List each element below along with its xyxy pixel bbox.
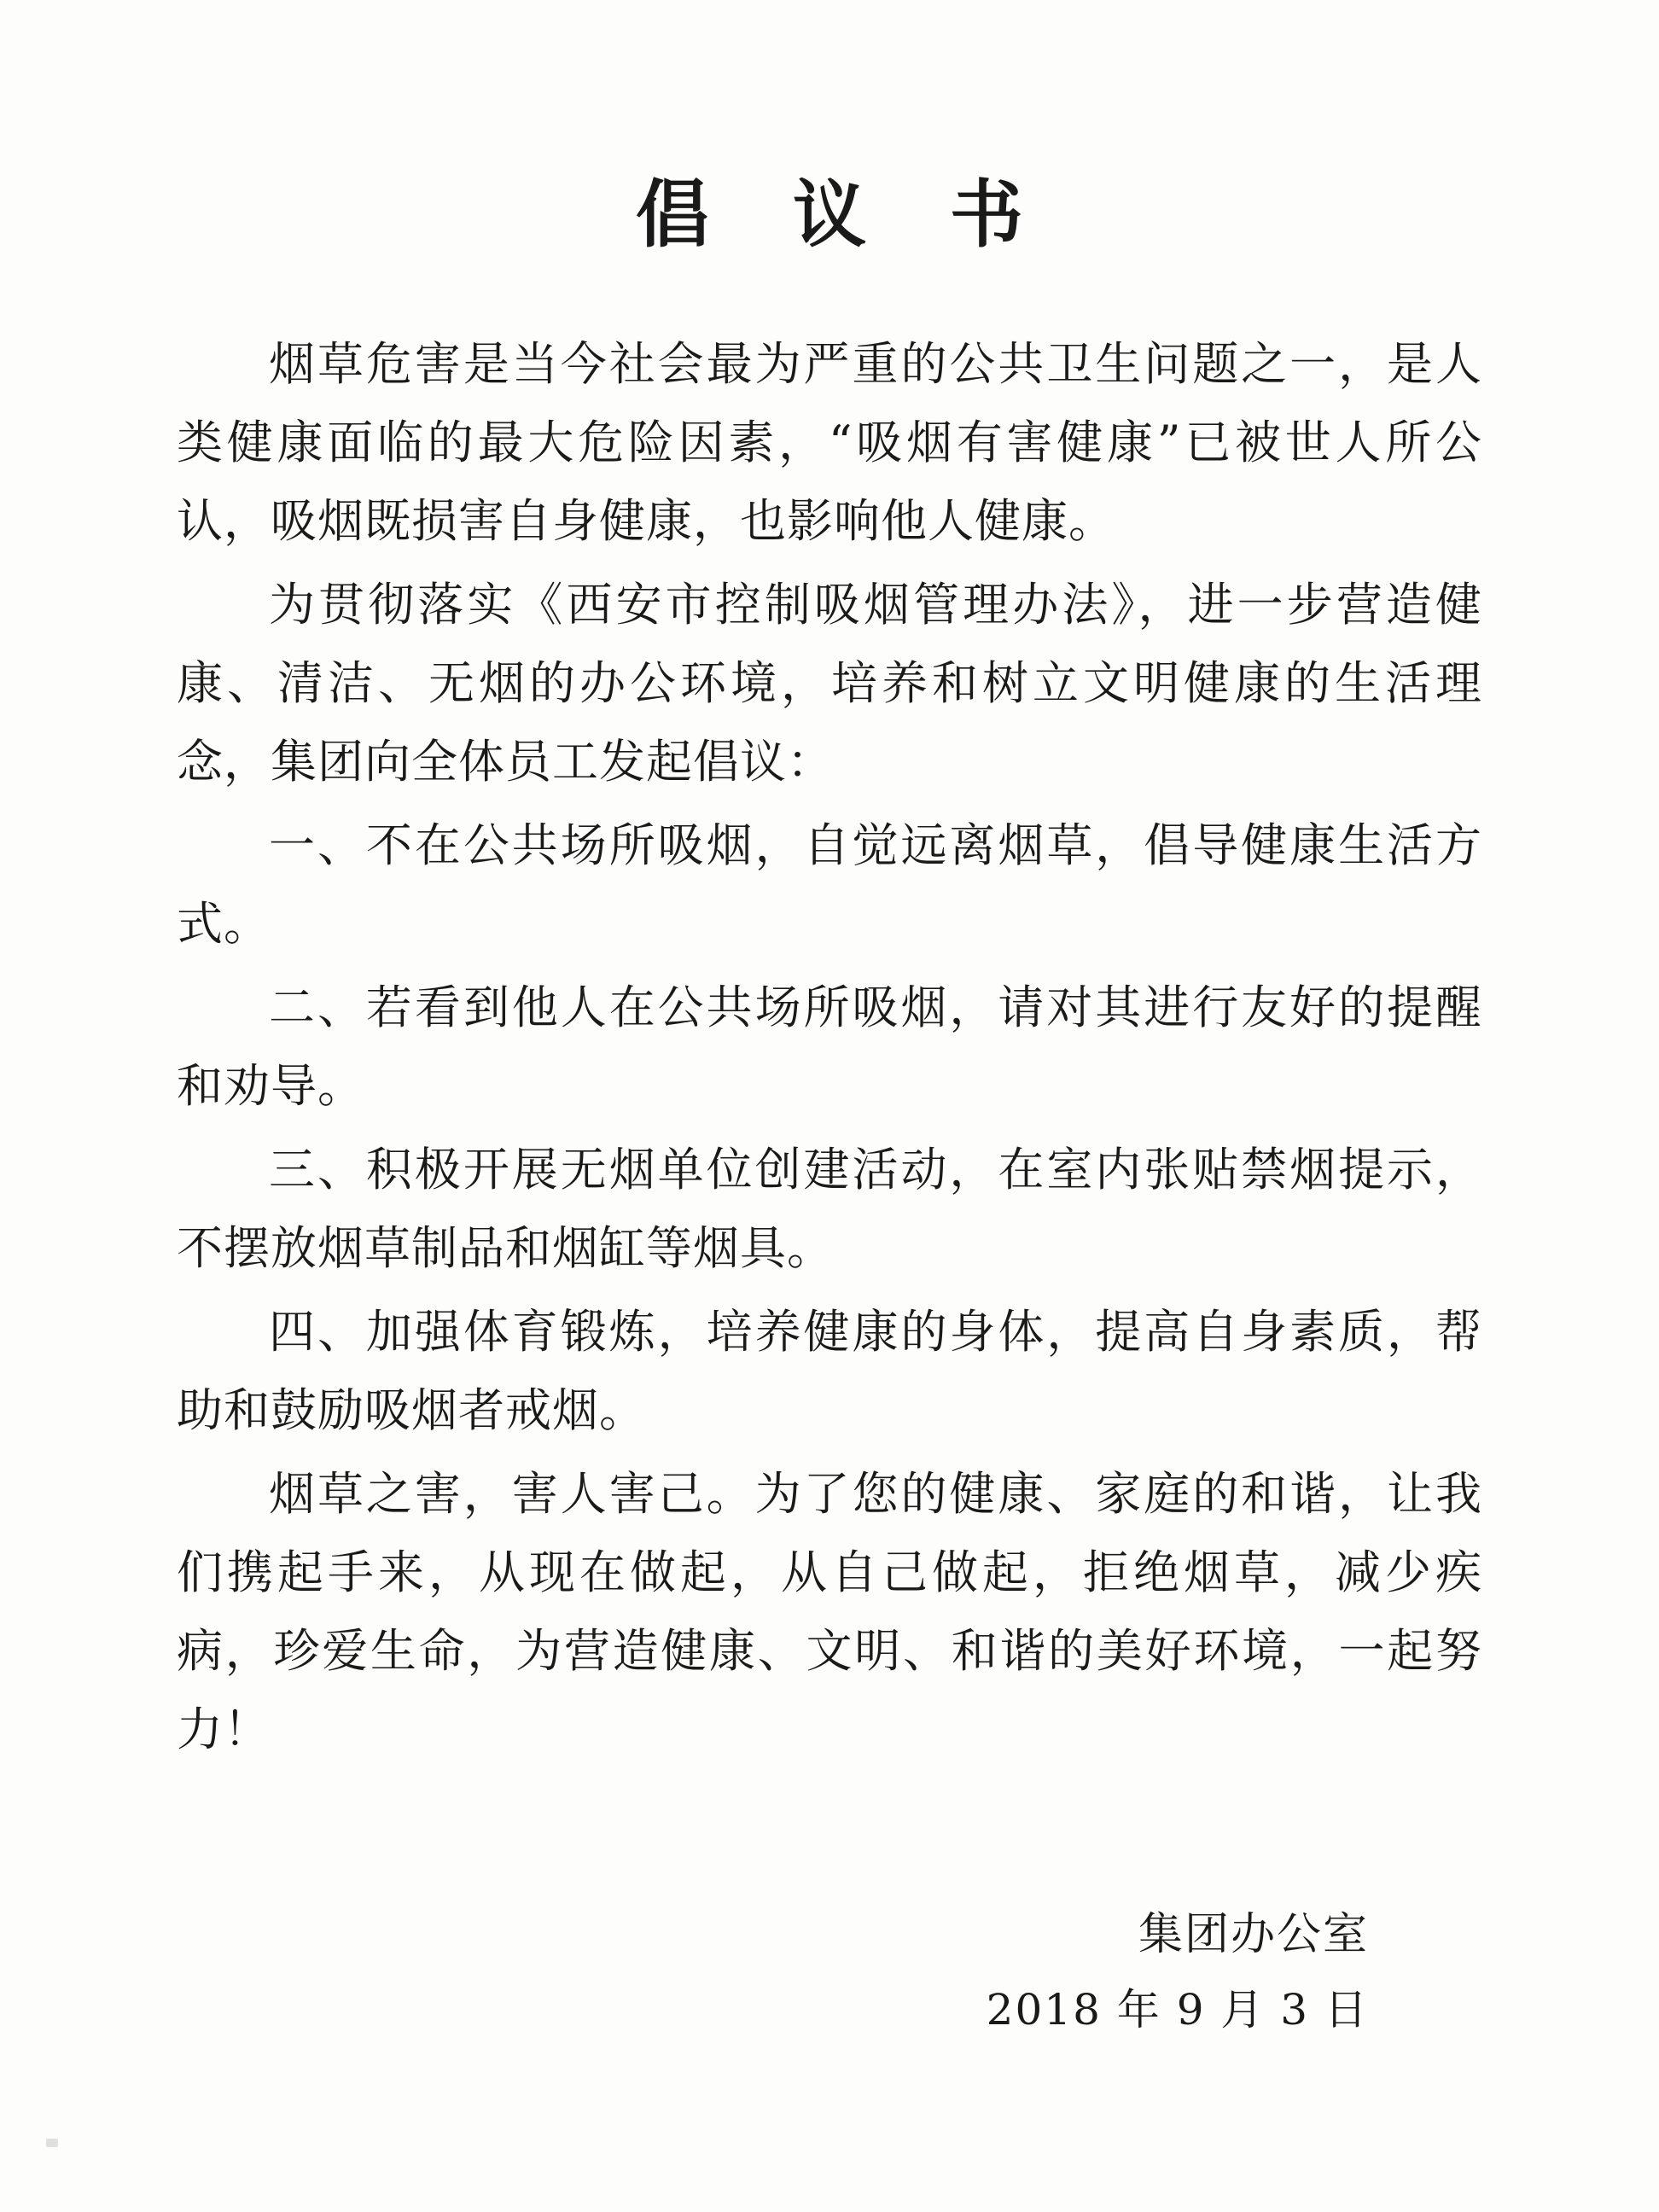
list-item-3: 三、积极开展无烟单位创建活动，在室内张贴禁烟提示，不摆放烟草制品和烟缸等烟具。: [177, 1143, 1482, 1276]
signature-date: 2018 年 9 月 3 日: [986, 1985, 1369, 2035]
signature-organization: 集团办公室: [1138, 1909, 1369, 1961]
list-item-1: 一、不在公共场所吸烟，自觉远离烟草，倡导健康生活方式。: [177, 818, 1482, 952]
document-content: [177, 325, 1482, 1769]
paragraph-1: 烟草危害是当今社会最为严重的公共卫生问题之一，是人类健康面临的最大危险因素，“吸烟有害健康”已被世人所公认，吸烟既损害自身健康，也影响他人健康。: [177, 337, 1482, 549]
scan-artifact: [46, 2139, 58, 2147]
list-item-2: 二、若看到他人在公共场所吸烟，请对其进行友好的提醒和劝导。: [177, 981, 1482, 1114]
list-item-4: 四、加强体育锻炼，培养健康的身体，提高自身素质，帮助和鼓励吸烟者戒烟。: [177, 1305, 1482, 1438]
paragraph-2: 为贯彻落实《西安市控制吸烟管理办法》，进一步营造健康、清洁、无烟的办公环境，培养和树立文明健康的生活理念，集团向全体员工发起倡议：: [177, 578, 1482, 789]
signature-block: [128, 1897, 1531, 2047]
page-title: 倡 议 书: [636, 172, 1052, 258]
paragraph-closing: 烟草之害，害人害己。为了您的健康、家庭的和谐，让我们携起手来，从现在做起，从自己做起，拒绝烟草，减少疾病，珍爱生命，为营造健康、文明、和谐的美好环境，一起努力！: [177, 1467, 1482, 1757]
